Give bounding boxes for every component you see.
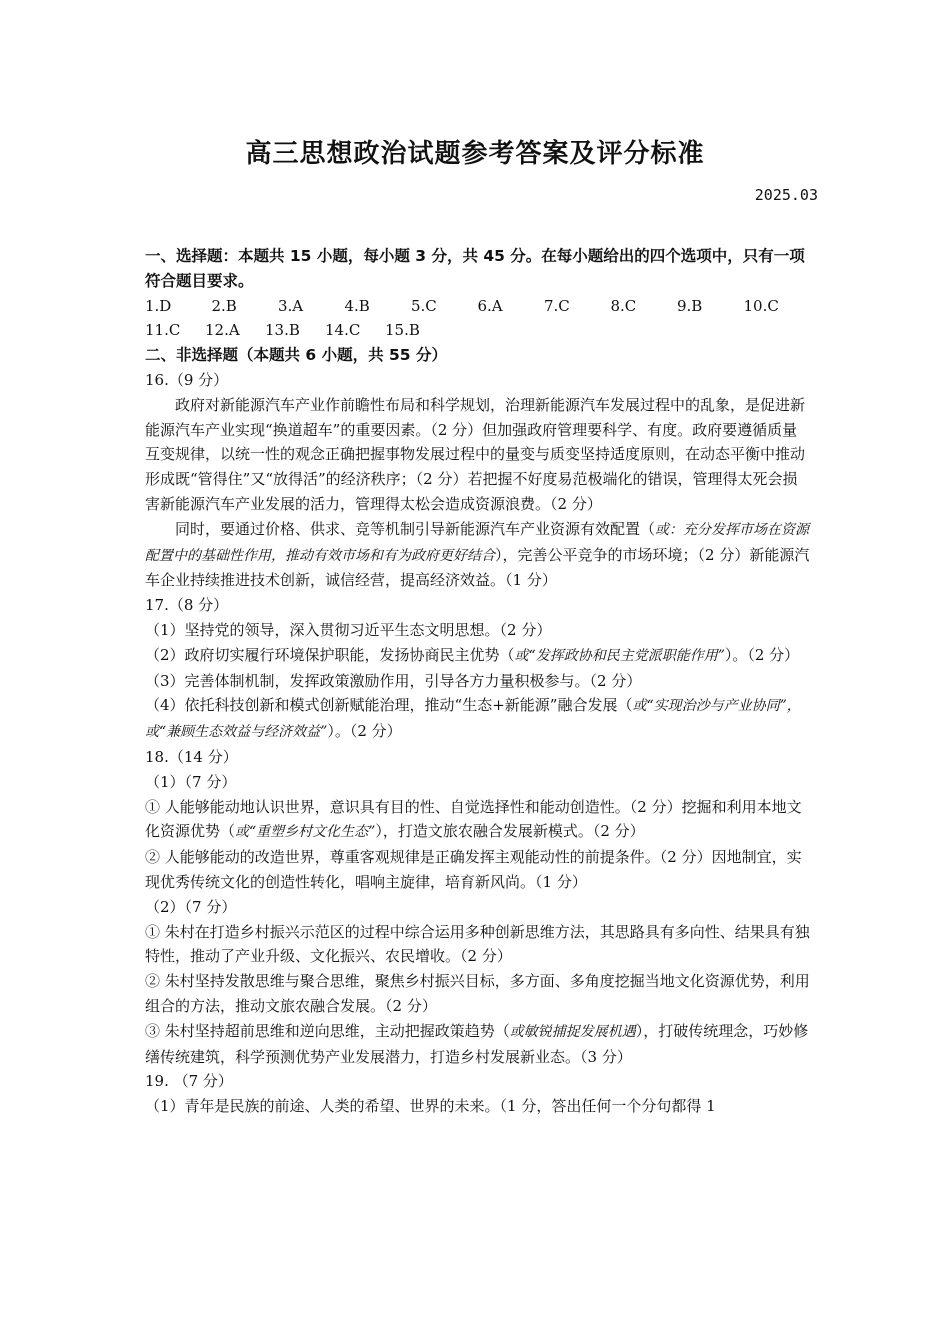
answer-2: 2.B <box>211 296 237 315</box>
section1-heading: 一、选择题：本题共 15 小题，每小题 3 分，共 45 分。在每小题给出的四个选项中，只有一项符合题目要求。 <box>145 247 805 290</box>
answer-row-2 <box>145 318 810 343</box>
q17-item-3: （3）完善体制机制，发挥政策激励作用，引导各方力量积极参与。（2 分） <box>145 671 642 690</box>
q17-label: 17.（8 分） <box>145 596 229 615</box>
document-date: 2025.03 <box>754 186 818 204</box>
answer-4: 4.B <box>344 296 370 315</box>
answer-10: 10.C <box>743 296 779 315</box>
answer-14: 14.C <box>325 321 361 340</box>
q18-answer-b1: ① 朱村在打造乡村振兴示范区的过程中综合运用多种创新思维方法，其思路具有多向性、结果具有独特性，推动了产业升级、文化振兴、农民增收。（2 分） <box>145 922 810 966</box>
q18-answer-b3: ③ 朱村坚持超前思维和逆向思维，主动把握政策趋势（或敏锐捕捉发展机遇），打破传统理念，巧妙修缮传统建筑，科学预测优势产业发展潜力，打造乡村发展新业态。（3 分） <box>145 1021 809 1066</box>
q17-item-4: （4）依托科技创新和模式创新赋能治理，推动“生态+新能源”融合发展（或“实现治沙与产业协同”，或“兼顾生态效益与经济效益”）。（2 分） <box>145 696 801 741</box>
answer-12: 12.A <box>205 321 240 340</box>
q16-label: 16.（9 分） <box>145 370 229 389</box>
answer-6: 6.A <box>477 296 503 315</box>
q19-label: 19. （7 分） <box>145 1072 233 1091</box>
answer-1: 1.D <box>145 296 172 315</box>
q19-item-1: （1）青年是民族的前途、人类的希望、世界的未来。（1 分，答出任何一个分句都得 1 <box>145 1097 716 1116</box>
answer-content <box>145 244 810 1119</box>
answer-5: 5.C <box>411 296 437 315</box>
answer-13: 13.B <box>265 321 300 340</box>
q18-answer-b2: ② 朱村坚持发散思维与聚合思维，聚焦乡村振兴目标，多方面、多角度挖掘当地文化资源优势，利用组合的方法，推动文旅农融合发展。（2 分） <box>145 972 810 1015</box>
q16-paragraph-2: 同时，要通过价格、供求、竞等机制引导新能源汽车产业资源有效配置（或：充分发挥市场在资源配置中的基础性作用，推动有效市场和有为政府更好结合），完善公平竞争的市场环境；（2 分）新能源汽车企业持续推进技术创新，诚信经营，提高经济效益。（1 分） <box>145 519 810 590</box>
answer-row-1 <box>145 294 810 319</box>
answer-8: 8.C <box>610 296 637 315</box>
answer-9: 9.B <box>677 296 703 315</box>
q18-answer-2: ② 人能够能动的改造世界，尊重客观规律是正确发挥主观能动性的前提条件。（2 分）因地制宜，实现优秀传统文化的创造性转化，唱响主旋律，培育新风尚。（1 分） <box>145 848 802 891</box>
section2-heading: 二、非选择题（本题共 6 小题，共 55 分） <box>145 346 447 365</box>
answer-7: 7.C <box>544 296 570 315</box>
q18-part-1: （1）（7 分） <box>145 772 237 791</box>
answer-15: 15.B <box>385 321 420 340</box>
page-title: 高三思想政治试题参考答案及评分标准 <box>245 139 705 169</box>
q16-paragraph-1: 政府对新能源汽车产业作前瞻性布局和科学规划，治理新能源汽车发展过程中的乱象，是促进新能源汽车产业实现“换道超车”的重要因素。（2 分）但加强政府管理要科学、有度。政府要遵循质量互变规律，以统一性的观念正确把握事物发展过程中的量变与质变坚持适度原则，在动态平衡中推动形成既“管得住”又“放得活”的经济秩序；（2 分）若把握不好度易范极端化的错误，管理得太死会损害新能源汽车产业发展的活力，管理得太松会造成资源浪费。（2 分） <box>145 395 806 513</box>
q18-label: 18.（14 分） <box>145 747 238 766</box>
answer-11: 11.C <box>145 321 181 340</box>
q18-part-2: （2）（7 分） <box>145 897 237 916</box>
q17-item-2: （2）政府切实履行环境保护职能，发扬协商民主优势（或“发挥政协和民主党派职能作用”）。（2 分） <box>145 645 800 664</box>
q17-item-1: （1）坚持党的领导，深入贯彻习近平生态文明思想。（2 分） <box>145 620 552 639</box>
answer-3: 3.A <box>278 296 304 315</box>
q18-answer-1: ① 人能够能动地认识世界，意识具有目的性、自觉选择性和能动创造性。（2 分）挖掘和利用本地文化资源优势（或“重塑乡村文化生态”），打造文旅农融合发展新模式。（2 分） <box>145 797 802 841</box>
